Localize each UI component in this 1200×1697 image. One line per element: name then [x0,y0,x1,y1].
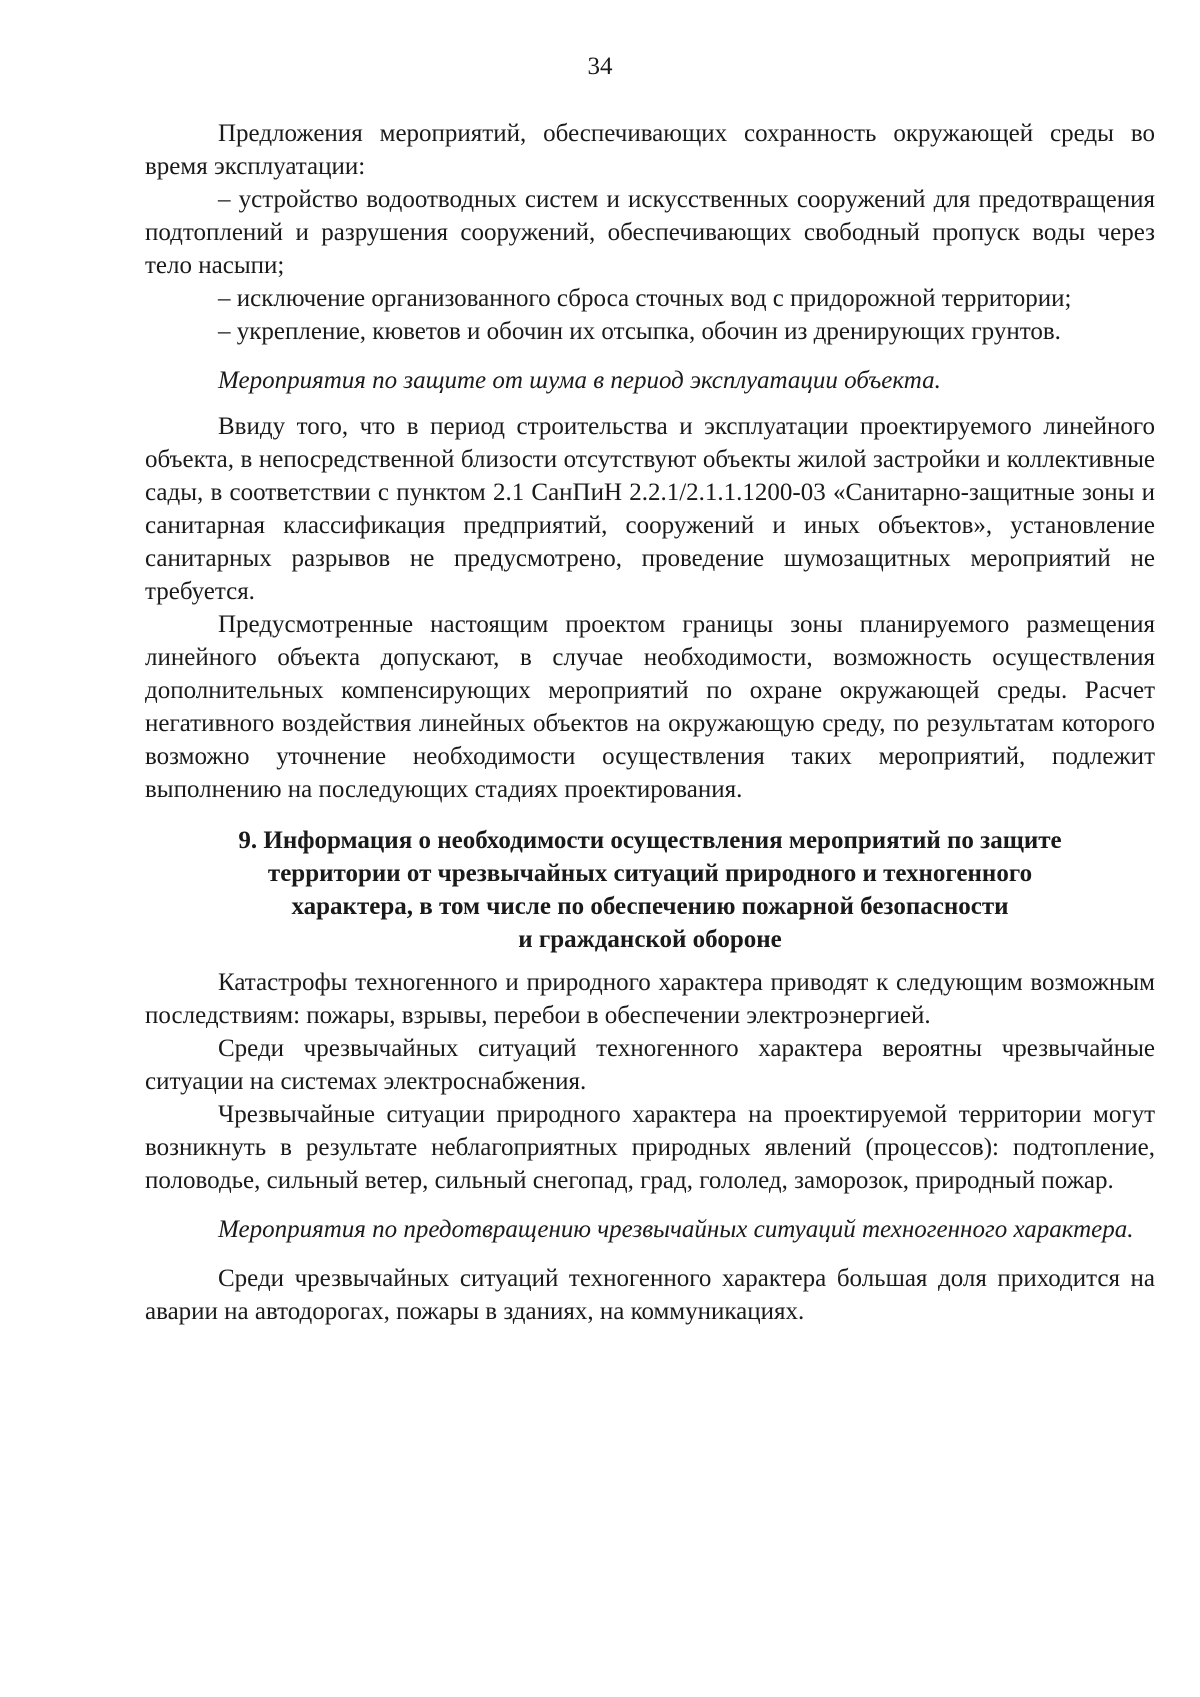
paragraph-technogenic-share: Среди чрезвычайных ситуаций техногенного характера большая доля приходится на аварии на автодорогах, пожары в зданиях, на коммуникациях. [145,1265,1155,1325]
subheading-noise-protection: Мероприятия по защите от шума в период эксплуатации объекта. [218,367,941,394]
section-heading-line: 9. Информация о необходимости осуществления мероприятий по защите [238,827,1062,854]
page-content [145,117,1155,1328]
paragraph-disaster-consequences: Катастрофы техногенного и природного характера приводят к следующим возможным последствиям: пожары, взрывы, перебои в обеспечении электроэнергией. [145,969,1155,1029]
paragraph-zone-boundaries: Предусмотренные настоящим проектом границы зоны планируемого размещения линейного объекта допускают, в случае необходимости, возможность осуществления дополнительных компенсирующих мероприятий по охране окружающей среды. Расчет негативного воздействия линейных объектов на окружающую среду, по результатам которого возможно уточнение необходимости осуществления таких мероприятий, подлежит выполнению на последующих стадиях проектирования. [145,611,1155,803]
subheading-technogenic-prevention: Мероприятия по предотвращению чрезвычайных ситуаций техногенного характера. [218,1216,1134,1243]
section-heading-line: территории от чрезвычайных ситуаций природного и техногенного [267,860,1033,887]
section-heading-emergencies [145,824,1155,956]
section-heading-line: характера, в том числе по обеспечению пожарной безопасности [291,893,1009,920]
list-item-ditch-reinforcement: – укрепление, кюветов и обочин их отсыпка, обочин из дренирующих грунтов. [218,318,1061,345]
section-heading-line: и гражданской обороне [518,926,782,953]
paragraph-env-measures-intro: Предложения мероприятий, обеспечивающих сохранность окружающей среды во время эксплуатации: [145,120,1155,180]
paragraph-natural-emergencies: Чрезвычайные ситуации природного характера на проектируемой территории могут возникнуть в результате неблагоприятных природных явлений (процессов): подтопление, половодье, сильный ветер, сильный снегопад, град, гололед, заморозок, природный пожар. [145,1101,1155,1194]
paragraph-technogenic-emergencies: Среди чрезвычайных ситуаций техногенного характера вероятны чрезвычайные ситуации на системах электроснабжения. [145,1035,1155,1095]
paragraph-noise-sanpin: Ввиду того, что в период строительства и эксплуатации проектируемого линейного объекта, в непосредственной близости отсутствуют объекты жилой застройки и коллективные сады, в соответствии с пунктом 2.1 СанПиН 2.2.1/2.1.1.1200-03 «Санитарно-защитные зоны и санитарная классификация предприятий, сооружений и иных объектов», установление санитарных разрывов не предусмотрено, проведение шумозащитных мероприятий не требуется. [145,413,1155,605]
page-number: 34 [587,53,613,80]
list-item-wastewater-discharge: – исключение организованного сброса сточных вод с придорожной территории; [218,285,1072,312]
list-item-drainage-systems: – устройство водоотводных систем и искусственных сооружений для предотвращения подтоплений и разрушения сооружений, обеспечивающих свободный пропуск воды через тело насыпи; [145,186,1155,279]
